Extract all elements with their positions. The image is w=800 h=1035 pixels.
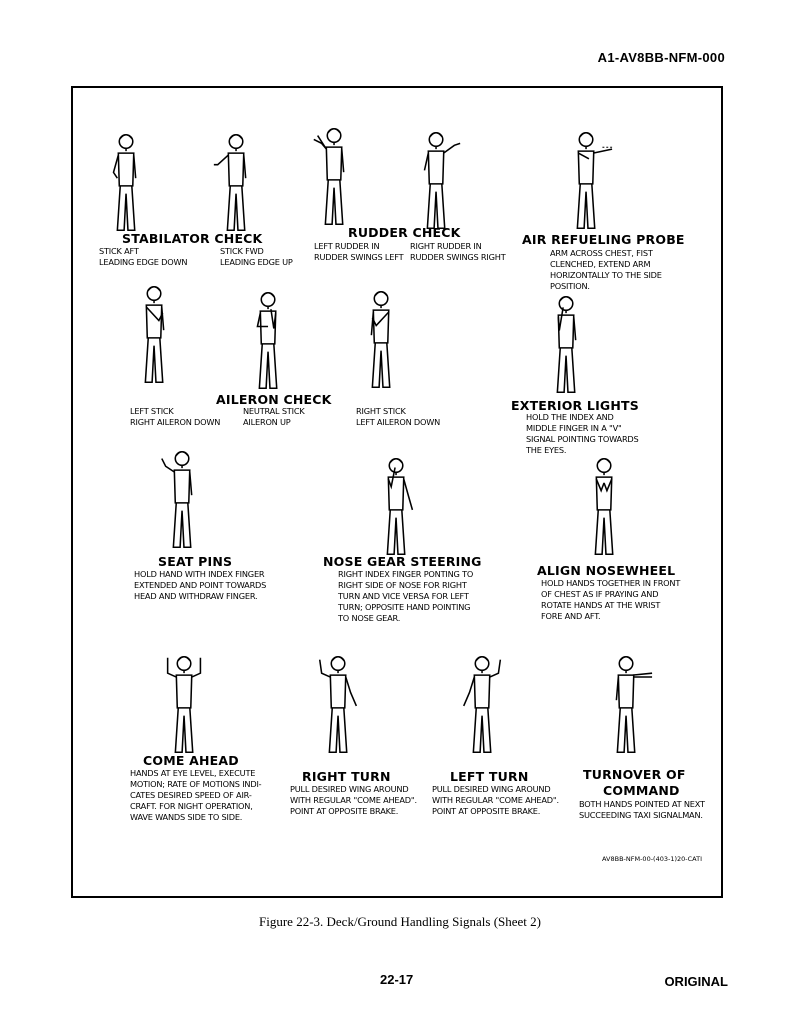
person-drawing <box>600 650 654 760</box>
nose-gear-title: NOSE GEAR STEERING <box>323 554 482 569</box>
page-number: 22-17 <box>380 972 414 987</box>
rudder-right-text: RIGHT RUDDER IN RUDDER SWINGS RIGHT <box>410 241 506 262</box>
figure-left-stick <box>128 280 182 390</box>
person-drawing <box>560 126 614 236</box>
right-turn-text: PULL DESIRED WING AROUND WITH REGULAR "COME AHEAD". POINT AT OPPOSITE BRAKE. <box>290 784 417 816</box>
document-id: A1-AV8BB-NFM-000 <box>597 50 725 65</box>
seat-pins-title: SEAT PINS <box>158 554 233 569</box>
come-ahead-text: HANDS AT EYE LEVEL, EXECUTE MOTION; RATE OF MOTIONS INDI- CATES DESIRED SPEED OF AIR- CRAFT. FOR NIGHT OPERATION, WAVE WANDS SIDE TO SIDE. <box>130 768 262 822</box>
figure-right-rudder <box>410 126 464 236</box>
exterior-lights-text: HOLD THE INDEX AND MIDDLE FINGER IN A "V" SIGNAL POINTING TOWARDS THE EYES. <box>526 412 639 455</box>
seat-pins-text: HOLD HAND WITH INDEX FINGER EXTENDED AND POINT TOWARDS HEAD AND WITHDRAW FINGER. <box>134 569 267 601</box>
person-drawing <box>370 452 424 562</box>
person-drawing <box>312 650 366 760</box>
stabilator-right-text: STICK FWD LEADING EDGE UP <box>220 246 293 267</box>
person-drawing <box>156 445 210 555</box>
nosewheel-text: HOLD HANDS TOGETHER IN FRONT OF CHEST AS IF PRAYING AND ROTATE HANDS AT THE WRIST FORE AND AFT. <box>541 578 681 621</box>
right-turn-title: RIGHT TURN <box>302 769 391 784</box>
nose-gear-text: RIGHT INDEX FINGER PONTING TO RIGHT SIDE OF NOSE FOR RIGHT TURN AND VICE VERSA FOR LEFT TURN; OPPOSITE HAND POINTING TO NOSE GEAR. <box>338 569 474 623</box>
aileron-left-text: LEFT STICK RIGHT AILERON DOWN <box>130 406 221 427</box>
figure-right-stick <box>355 285 409 395</box>
status-label: ORIGINAL <box>664 974 728 989</box>
figure-left-turn <box>456 650 510 760</box>
person-drawing <box>456 650 510 760</box>
nosewheel-title: ALIGN NOSEWHEEL <box>537 563 676 578</box>
person-drawing <box>308 122 362 232</box>
person-drawing <box>100 128 154 238</box>
aileron-center-text: NEUTRAL STICK AILERON UP <box>243 406 305 427</box>
stabilator-title: STABILATOR CHECK <box>122 231 263 246</box>
aileron-right-text: RIGHT STICK LEFT AILERON DOWN <box>356 406 441 427</box>
figure-caption: Figure 22-3. Deck/Ground Handling Signals (Sheet 2) <box>259 914 541 929</box>
come-ahead-title: COME AHEAD <box>143 753 239 768</box>
figure-nosewheel <box>578 452 632 562</box>
person-drawing <box>578 452 632 562</box>
figure-nose-gear <box>370 452 424 562</box>
figure-left-rudder <box>308 122 362 232</box>
stabilator-left-text: STICK AFT LEADING EDGE DOWN <box>99 246 188 267</box>
refuel-text: ARM ACROSS CHEST, FIST CLENCHED, EXTEND ARM HORIZONTALLY TO THE SIDE POSITION. <box>550 248 662 291</box>
left-turn-text: PULL DESIRED WING AROUND WITH REGULAR "COME AHEAD". POINT AT OPPOSITE BRAKE. <box>432 784 559 816</box>
figure-stick-aft <box>100 128 154 238</box>
person-drawing <box>242 286 296 396</box>
figure-exterior-lights <box>540 290 594 400</box>
figure-stick-fwd <box>210 128 264 238</box>
figure-seat-pins <box>156 445 210 555</box>
turnover-title-line2: COMMAND <box>603 783 680 798</box>
person-drawing <box>158 650 212 760</box>
turnover-title-line1: TURNOVER OF <box>583 767 686 782</box>
rudder-left-text: LEFT RUDDER IN RUDDER SWINGS LEFT <box>314 241 404 262</box>
turnover-text: BOTH HANDS POINTED AT NEXT SUCCEEDING TAXI SIGNALMAN. <box>579 799 705 820</box>
person-drawing <box>410 126 464 236</box>
figure-turnover <box>600 650 654 760</box>
person-drawing <box>128 280 182 390</box>
left-turn-title: LEFT TURN <box>450 769 529 784</box>
figure-refuel-probe <box>560 126 614 236</box>
figure-neutral-stick <box>242 286 296 396</box>
person-drawing <box>540 290 594 400</box>
person-drawing <box>355 285 409 395</box>
exterior-lights-title: EXTERIOR LIGHTS <box>511 398 639 413</box>
rudder-title: RUDDER CHECK <box>348 225 461 240</box>
refuel-title: AIR REFUELING PROBE <box>522 232 685 247</box>
figure-code: AV8BB-NFM-00-(403-1)20-CATI <box>602 855 702 863</box>
person-drawing <box>210 128 264 238</box>
aileron-title: AILERON CHECK <box>216 392 332 407</box>
figure-come-ahead <box>158 650 212 760</box>
figure-right-turn <box>312 650 366 760</box>
